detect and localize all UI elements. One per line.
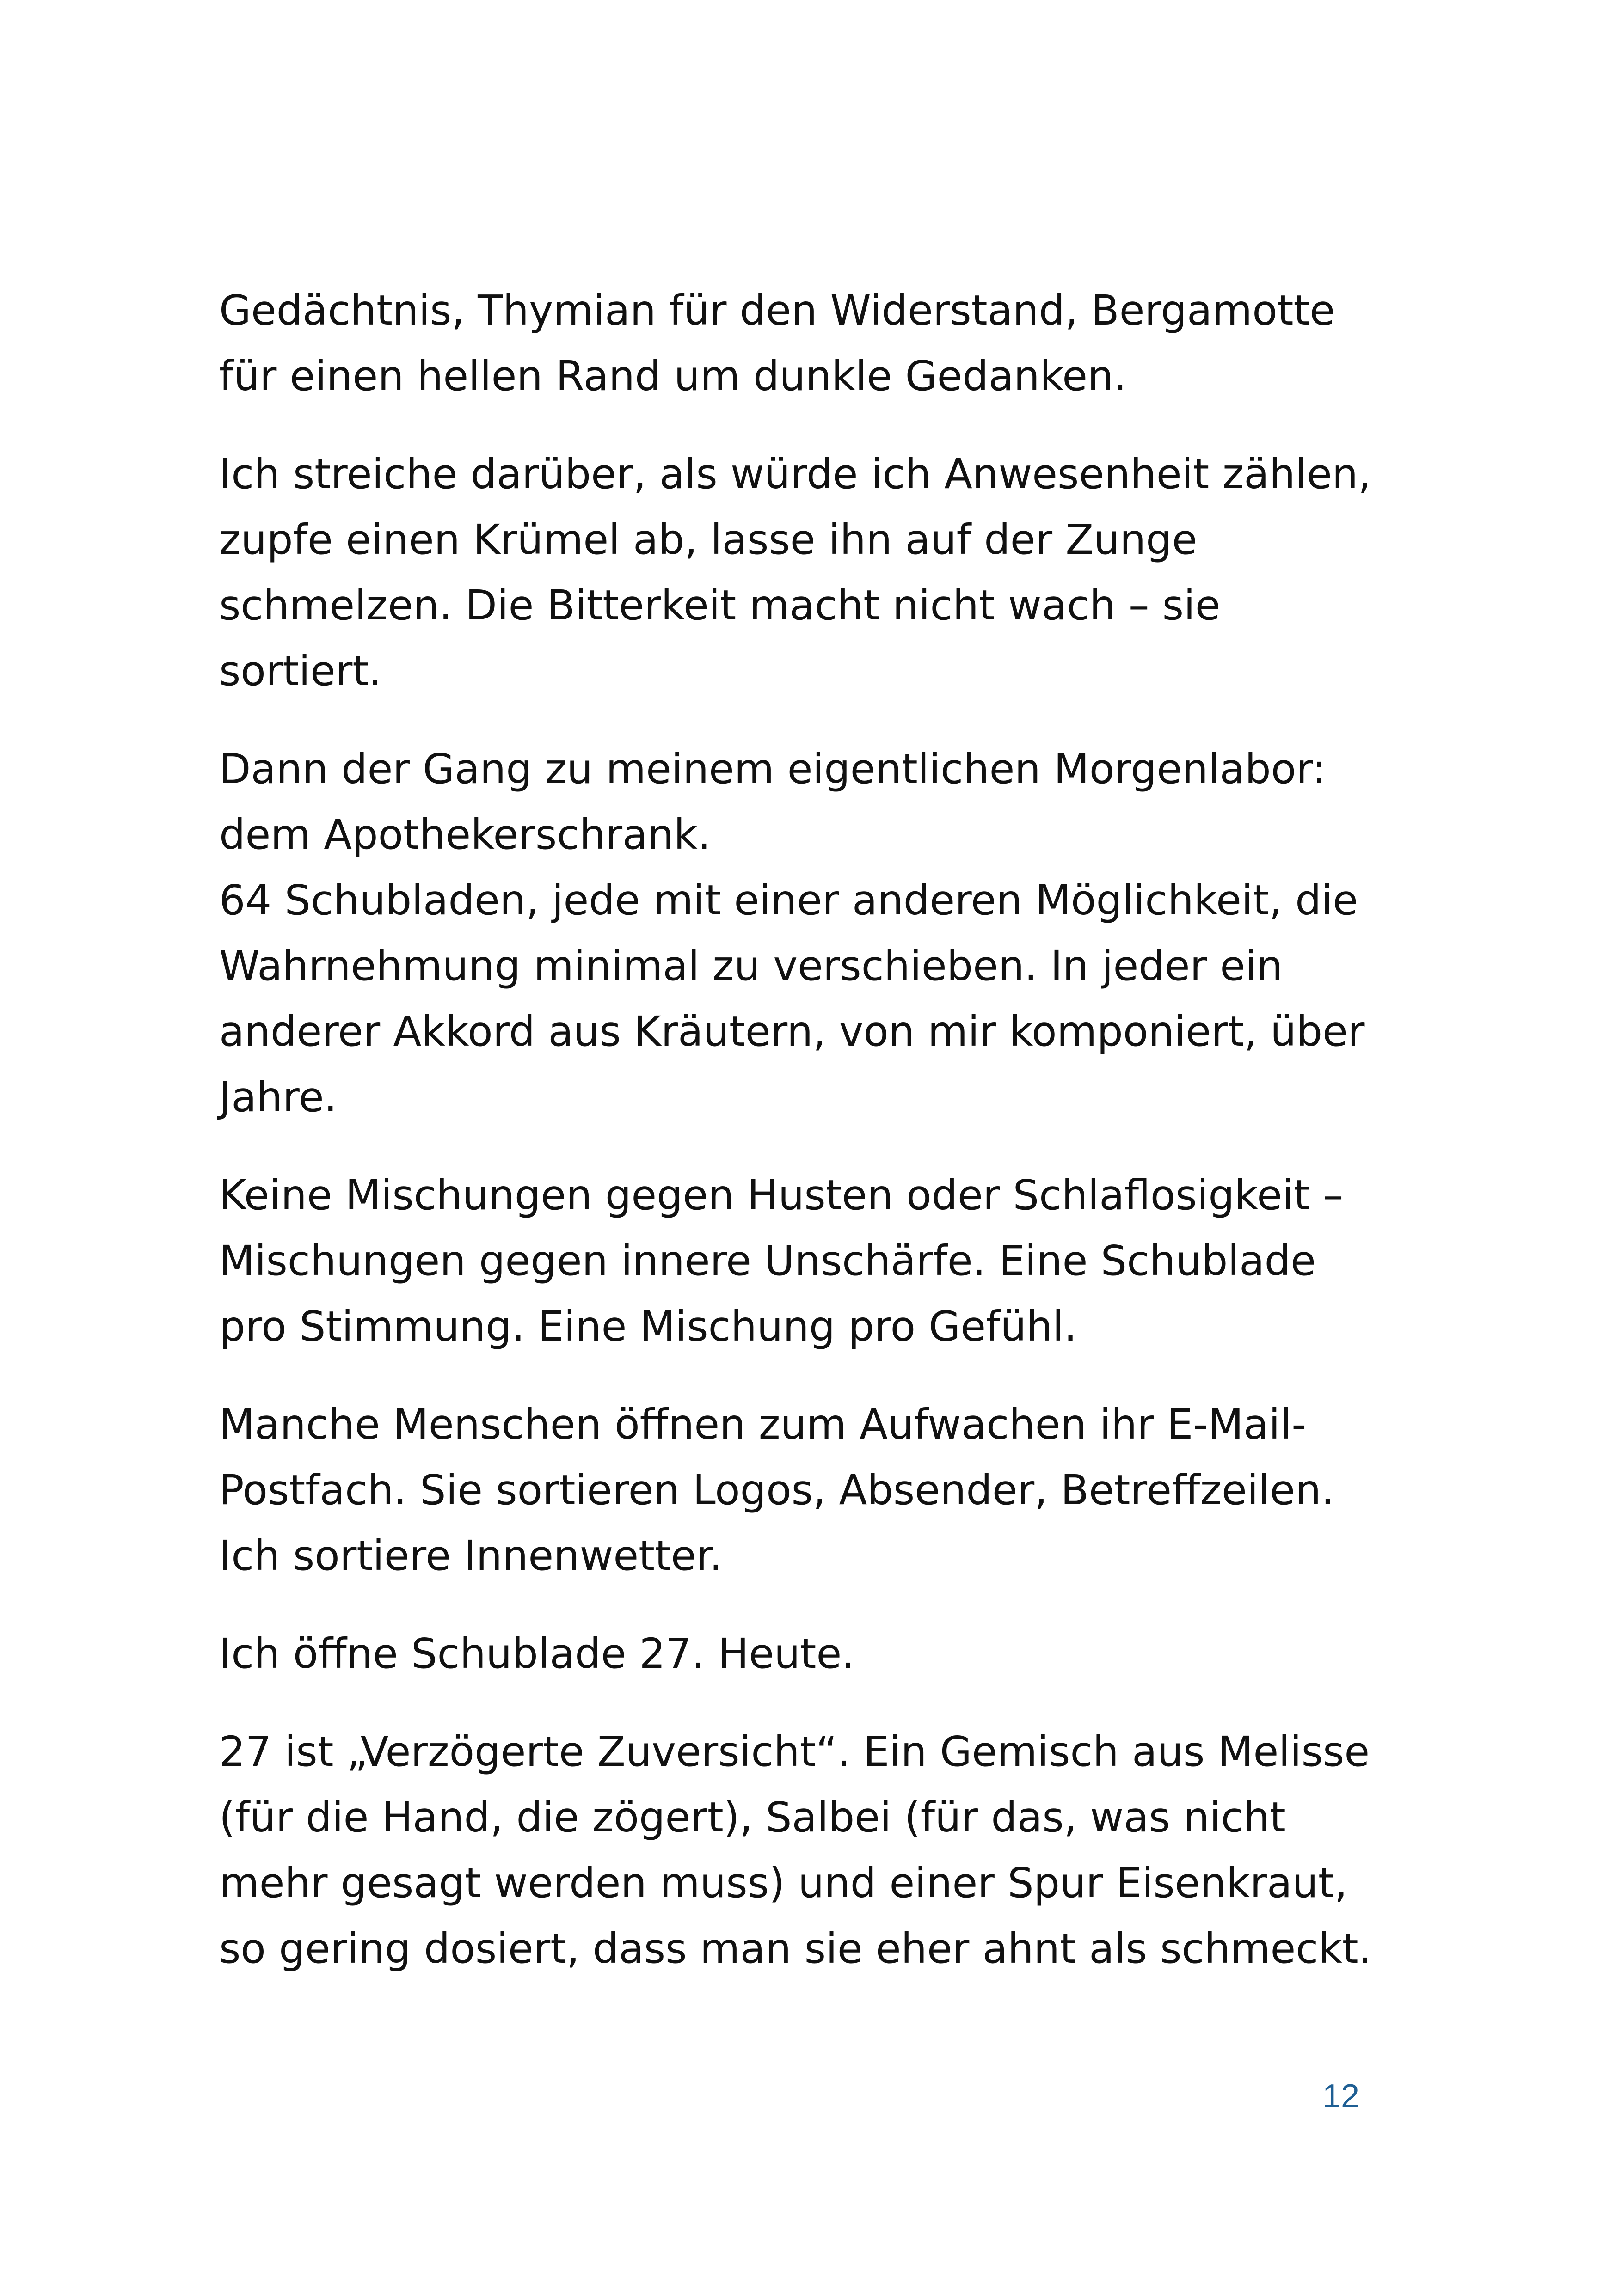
text-line: 27 ist „Verzögerte Zuversicht“. Ein Gemisch aus Melisse xyxy=(219,1727,1370,1776)
text-line: (für die Hand, die zögert), Salbei (für das, was nicht xyxy=(219,1793,1286,1841)
paragraph xyxy=(219,1391,1421,1588)
text-line: dem Apothekerschrank. xyxy=(219,810,711,858)
text-line: für einen hellen Rand um dunkle Gedanken. xyxy=(219,352,1127,400)
paragraph xyxy=(219,1621,1421,1686)
page-number: 12 xyxy=(1322,2078,1359,2115)
paragraph xyxy=(219,1719,1421,1981)
text-line: Ich sortiere Innenwetter. xyxy=(219,1531,723,1580)
text-line: Ich öffne Schublade 27. Heute. xyxy=(219,1629,855,1678)
paragraph xyxy=(219,441,1421,704)
text-line: Gedächtnis, Thymian für den Widerstand, Bergamotte xyxy=(219,286,1335,334)
text-line: zupfe einen Krümel ab, lasse ihn auf der Zunge xyxy=(219,515,1198,563)
text-line: anderer Akkord aus Kräutern, von mir komponiert, über xyxy=(219,1007,1365,1055)
text-line: schmelzen. Die Bitterkeit macht nicht wach – sie xyxy=(219,581,1221,629)
text-line: Mischungen gegen innere Unschärfe. Eine Schublade xyxy=(219,1237,1316,1285)
text-line: so gering dosiert, dass man sie eher ahnt als schmeckt. xyxy=(219,1924,1371,1972)
text-line: Jahre. xyxy=(219,1073,337,1121)
paragraph xyxy=(219,277,1421,409)
text-line: Postfach. Sie sortieren Logos, Absender, Betreffzeilen. xyxy=(219,1466,1334,1514)
paragraph xyxy=(219,736,1421,1130)
text-line: pro Stimmung. Eine Mischung pro Gefühl. xyxy=(219,1302,1077,1350)
text-line: 64 Schubladen, jede mit einer anderen Möglichkeit, die xyxy=(219,876,1358,924)
paragraph xyxy=(219,1162,1421,1359)
text-line: Wahrnehmung minimal zu verschieben. In jeder ein xyxy=(219,942,1283,990)
text-line: sortiert. xyxy=(219,647,382,695)
text-line: mehr gesagt werden muss) und einer Spur Eisenkraut, xyxy=(219,1859,1348,1907)
text-line: Manche Menschen öffnen zum Aufwachen ihr E-Mail- xyxy=(219,1400,1307,1448)
body-text xyxy=(219,277,1421,2014)
text-line: Keine Mischungen gegen Husten oder Schlaflosigkeit – xyxy=(219,1171,1344,1219)
text-line: Dann der Gang zu meinem eigentlichen Morgenlabor: xyxy=(219,745,1327,793)
text-line: Ich streiche darüber, als würde ich Anwesenheit zählen, xyxy=(219,450,1371,498)
